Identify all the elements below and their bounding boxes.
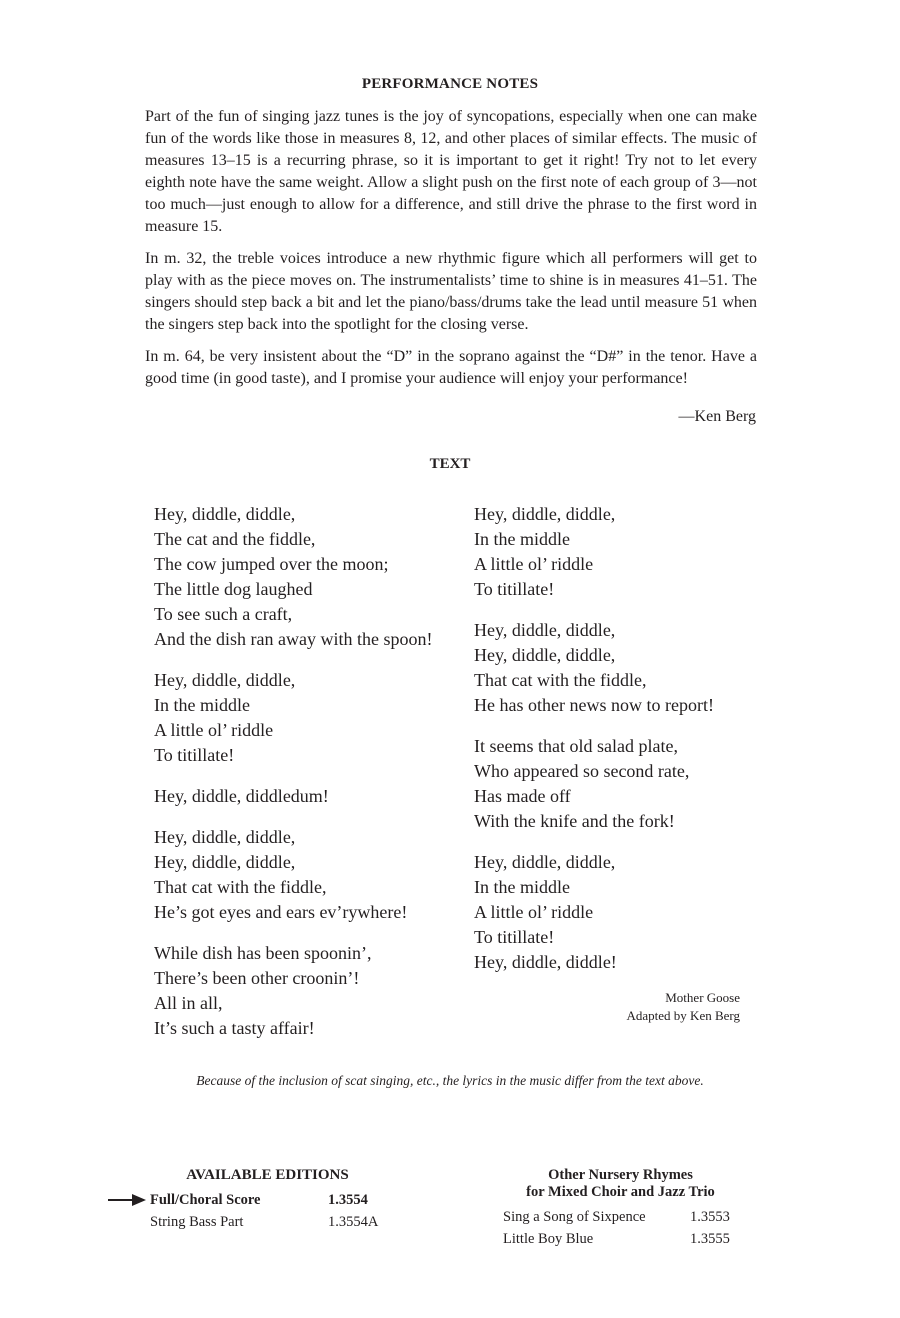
lyric-line: In the middle [154, 695, 250, 715]
other-rhymes-title [503, 1167, 738, 1201]
attribution-adapter: Adapted by Ken Berg [626, 1008, 740, 1023]
lyric-stanza [154, 941, 432, 1041]
lyric-stanza [154, 668, 432, 768]
attribution-source: Mother Goose [665, 990, 740, 1005]
lyric-line: Hey, diddle, diddle, [474, 620, 616, 640]
lyric-stanza [154, 825, 432, 925]
lyric-stanza [474, 734, 714, 834]
lyric-line: The cow jumped over the moon; [154, 554, 389, 574]
other-rhyme-code: 1.3553 [690, 1209, 730, 1225]
other-rhyme-code: 1.3555 [690, 1231, 730, 1247]
lyric-line: While dish has been spoonin’, [154, 943, 372, 963]
lyric-line: Hey, diddle, diddle, [154, 852, 296, 872]
lyric-line: To see such a craft, [154, 604, 293, 624]
lyric-stanza [474, 618, 714, 718]
edition-code: 1.3554 [328, 1192, 368, 1208]
edition-name: Full/Choral Score [150, 1192, 261, 1208]
lyric-line: Hey, diddle, diddle! [474, 952, 617, 972]
lyric-line: That cat with the fiddle, [154, 877, 327, 897]
other-rhyme-row [503, 1209, 753, 1231]
lyric-line: All in all, [154, 993, 223, 1013]
other-rhymes-title-line: Other Nursery Rhymes [548, 1167, 693, 1183]
lyric-line: In the middle [474, 529, 570, 549]
edition-code: 1.3554A [328, 1214, 379, 1230]
other-rhymes-title-line: for Mixed Choir and Jazz Trio [526, 1184, 715, 1200]
lyric-line: Hey, diddle, diddle, [154, 827, 296, 847]
lyric-line: It’s such a tasty affair! [154, 1018, 315, 1038]
notes-paragraph: In m. 64, be very insistent about the “D” in the soprano against the “D#” in the tenor. Have a good time (in good taste), and I promise your audience will enjoy your performance! [145, 348, 757, 387]
lyric-line: Hey, diddle, diddle, [154, 670, 296, 690]
edition-name: String Bass Part [150, 1214, 244, 1230]
lyric-line: Has made off [474, 786, 571, 806]
lyric-line: Who appeared so second rate, [474, 761, 690, 781]
lyric-line: In the middle [474, 877, 570, 897]
lyrics-right-column [474, 502, 714, 991]
edition-row [150, 1192, 385, 1214]
lyric-line: He’s got eyes and ears ev’rywhere! [154, 902, 408, 922]
author-signature: —Ken Berg [678, 408, 756, 425]
lyric-line: There’s been other croonin’! [154, 968, 360, 988]
other-rhyme-row [503, 1231, 753, 1253]
lyric-line: And the dish ran away with the spoon! [154, 629, 433, 649]
lyric-line: To titillate! [154, 745, 235, 765]
lyric-line: He has other news now to report! [474, 695, 714, 715]
lyric-stanza [154, 784, 432, 809]
lyric-line: Hey, diddle, diddle, [474, 852, 616, 872]
lyric-line: The cat and the fiddle, [154, 529, 316, 549]
lyric-line: A little ol’ riddle [154, 720, 274, 740]
lyric-stanza [474, 502, 714, 602]
lyric-line: To titillate! [474, 579, 555, 599]
lyric-line: That cat with the fiddle, [474, 670, 647, 690]
lyrics-note: Because of the inclusion of scat singing, etc., the lyrics in the music differ from the text above. [196, 1073, 704, 1088]
notes-paragraph: Part of the fun of singing jazz tunes is the joy of syncopations, especially when one can make fun of the words like those in measures 8, 12, and other places of similar effects. The music of measures 13–15 is a recurring phrase, so it is important to get it right! Try not to let every eighth note have the same weight. Allow a slight push on the first note of each group of 3—not too much—just enough to allow for a difference, and still drive the phrase to the first word in measure 15. [145, 108, 757, 235]
other-nursery-rhymes [503, 1167, 753, 1253]
lyric-line: It seems that old salad plate, [474, 736, 678, 756]
other-rhyme-name: Sing a Song of Sixpence [503, 1209, 646, 1225]
lyric-line: Hey, diddle, diddledum! [154, 786, 329, 806]
lyric-line: To titillate! [474, 927, 555, 947]
available-editions [150, 1167, 385, 1236]
editions-title: AVAILABLE EDITIONS [186, 1167, 349, 1183]
performance-notes-title: PERFORMANCE NOTES [361, 76, 539, 92]
edition-row [150, 1214, 385, 1236]
lyric-stanza [154, 502, 432, 652]
lyric-line: A little ol’ riddle [474, 902, 594, 922]
notes-paragraph: In m. 32, the treble voices introduce a new rhythmic figure which all performers will get to play with as the piece moves on. The instrumentalists’ time to shine is in measures 41–51. The singers should step back a bit and let the piano/bass/drums take the lead until measure 51 when the singers step back into the spotlight for the closing verse. [145, 250, 757, 333]
lyric-line: With the knife and the fork! [474, 811, 675, 831]
text-attribution [627, 989, 740, 1025]
lyric-line: Hey, diddle, diddle, [474, 504, 616, 524]
lyrics-left-column [154, 502, 432, 1057]
lyric-line: The little dog laughed [154, 579, 313, 599]
lyric-line: Hey, diddle, diddle, [154, 504, 296, 524]
lyric-line: A little ol’ riddle [474, 554, 594, 574]
lyric-stanza [474, 850, 714, 975]
other-rhyme-name: Little Boy Blue [503, 1231, 594, 1247]
arrow-right-icon [108, 1193, 146, 1207]
text-section-title: TEXT [429, 456, 471, 472]
lyric-line: Hey, diddle, diddle, [474, 645, 616, 665]
performance-notes-body [145, 106, 757, 400]
